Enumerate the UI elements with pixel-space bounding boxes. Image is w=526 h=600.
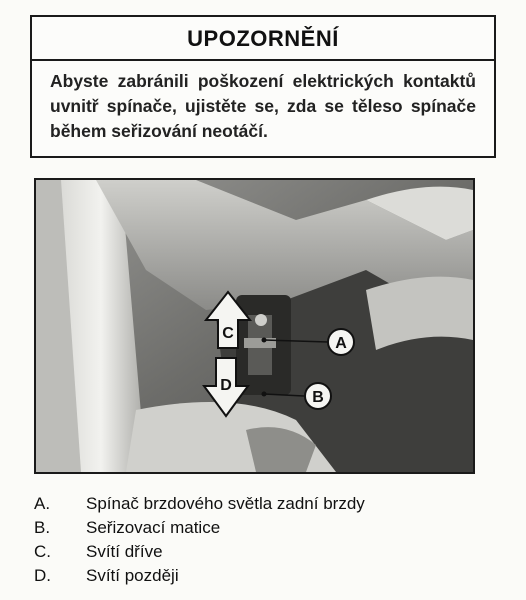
label-d: D bbox=[220, 377, 232, 394]
warning-text: Abyste zabránili poškození elektrických kontaktů uvnitř spínače, ujistěte se, zda se těleso spínače během seřizování neotáčí. bbox=[50, 71, 476, 141]
legend bbox=[34, 492, 494, 588]
legend-item bbox=[34, 492, 494, 516]
label-a: A bbox=[335, 335, 347, 352]
photo-illustration bbox=[36, 180, 473, 472]
legend-text: Spínač brzdového světla zadní brzdy bbox=[86, 494, 365, 513]
legend-item bbox=[34, 564, 494, 588]
legend-key: D. bbox=[34, 566, 51, 585]
label-b: B bbox=[312, 389, 324, 406]
legend-key: C. bbox=[34, 542, 51, 561]
legend-key: B. bbox=[34, 518, 51, 537]
legend-text: Svítí dříve bbox=[86, 542, 163, 561]
warning-title: UPOZORNĚNÍ bbox=[32, 17, 494, 61]
switch-terminal bbox=[255, 314, 267, 326]
legend-text: Seřizovací matice bbox=[86, 518, 221, 537]
label-c: C bbox=[222, 325, 234, 342]
legend-key: A. bbox=[34, 494, 51, 513]
legend-item bbox=[34, 516, 494, 540]
brake-switch-photo bbox=[34, 178, 475, 474]
legend-text: Svítí později bbox=[86, 566, 179, 585]
legend-item bbox=[34, 540, 494, 564]
warning-box bbox=[30, 15, 496, 158]
